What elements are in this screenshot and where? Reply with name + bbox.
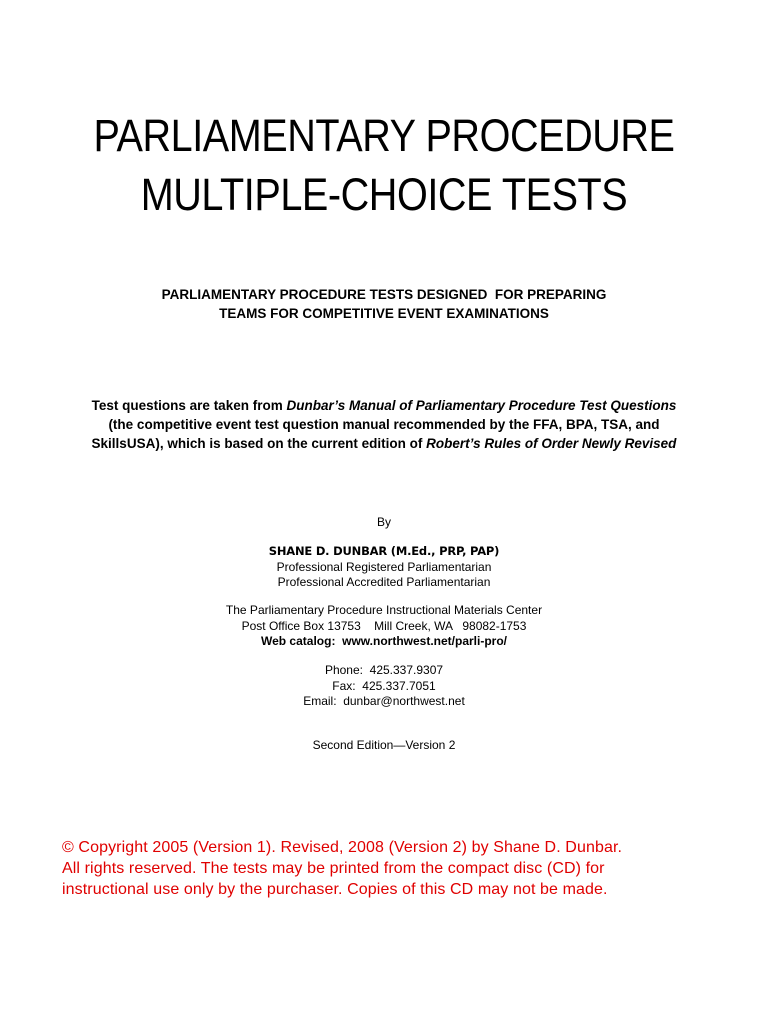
address-block — [0, 603, 768, 650]
author-credential-1: Professional Registered Parliamentarian — [276, 559, 492, 574]
copyright-notice — [62, 837, 722, 900]
email-address: Email: dunbar@northwest.net — [303, 694, 465, 708]
web-catalog: Web catalog: www.northwest.net/parli-pro/ — [260, 634, 508, 648]
copyright-line-3: instructional use only by the purchaser. Copies of this CD may not be made. — [62, 881, 608, 898]
manual-title: Dunbar’s Manual of Parliamentary Procedure Test Questions — [286, 398, 677, 413]
copyright-line-2: All rights reserved. The tests may be printed from the compact disc (CD) for — [62, 860, 605, 877]
subtitle — [0, 285, 768, 323]
source-middle: (the competitive event test question manual recommended by the FFA, BPA, TSA, and SkillsUSA), which is based on the current edition of — [91, 417, 660, 451]
contact-block — [0, 663, 768, 710]
edition-label: Second Edition—Version 2 — [312, 738, 456, 752]
subtitle-line-1: PARLIAMENTARY PROCEDURE TESTS DESIGNED FOR PREPARING — [161, 287, 607, 302]
author-credential-2: Professional Accredited Parliamentarian — [277, 575, 491, 589]
organization-name: The Parliamentary Procedure Instructional Materials Center — [225, 603, 543, 617]
copyright-line-1: © Copyright 2005 (Version 1). Revised, 2008 (Version 2) by Shane D. Dunbar. — [62, 839, 623, 856]
fax-number: Fax: 425.337.7051 — [332, 678, 436, 693]
phone-number: Phone: 425.337.9307 — [324, 663, 444, 677]
postal-address: Post Office Box 13753 Mill Creek, WA 98082-1753 — [241, 618, 527, 633]
source-prefix: Test questions are taken from — [91, 398, 287, 413]
by-label: By — [376, 515, 391, 529]
author-name: SHANE D. DUNBAR (M.Ed., PRP, PAP) — [268, 544, 500, 558]
page-title-line-2: MULTIPLE-CHOICE TESTS — [140, 169, 628, 220]
author-block — [0, 544, 768, 591]
source-statement — [80, 396, 688, 453]
rules-title: Robert’s Rules of Order Newly Revised — [426, 436, 677, 451]
page-title-line-1: PARLIAMENTARY PROCEDURE — [93, 110, 675, 161]
subtitle-line-2: TEAMS FOR COMPETITIVE EVENT EXAMINATIONS — [219, 306, 549, 321]
